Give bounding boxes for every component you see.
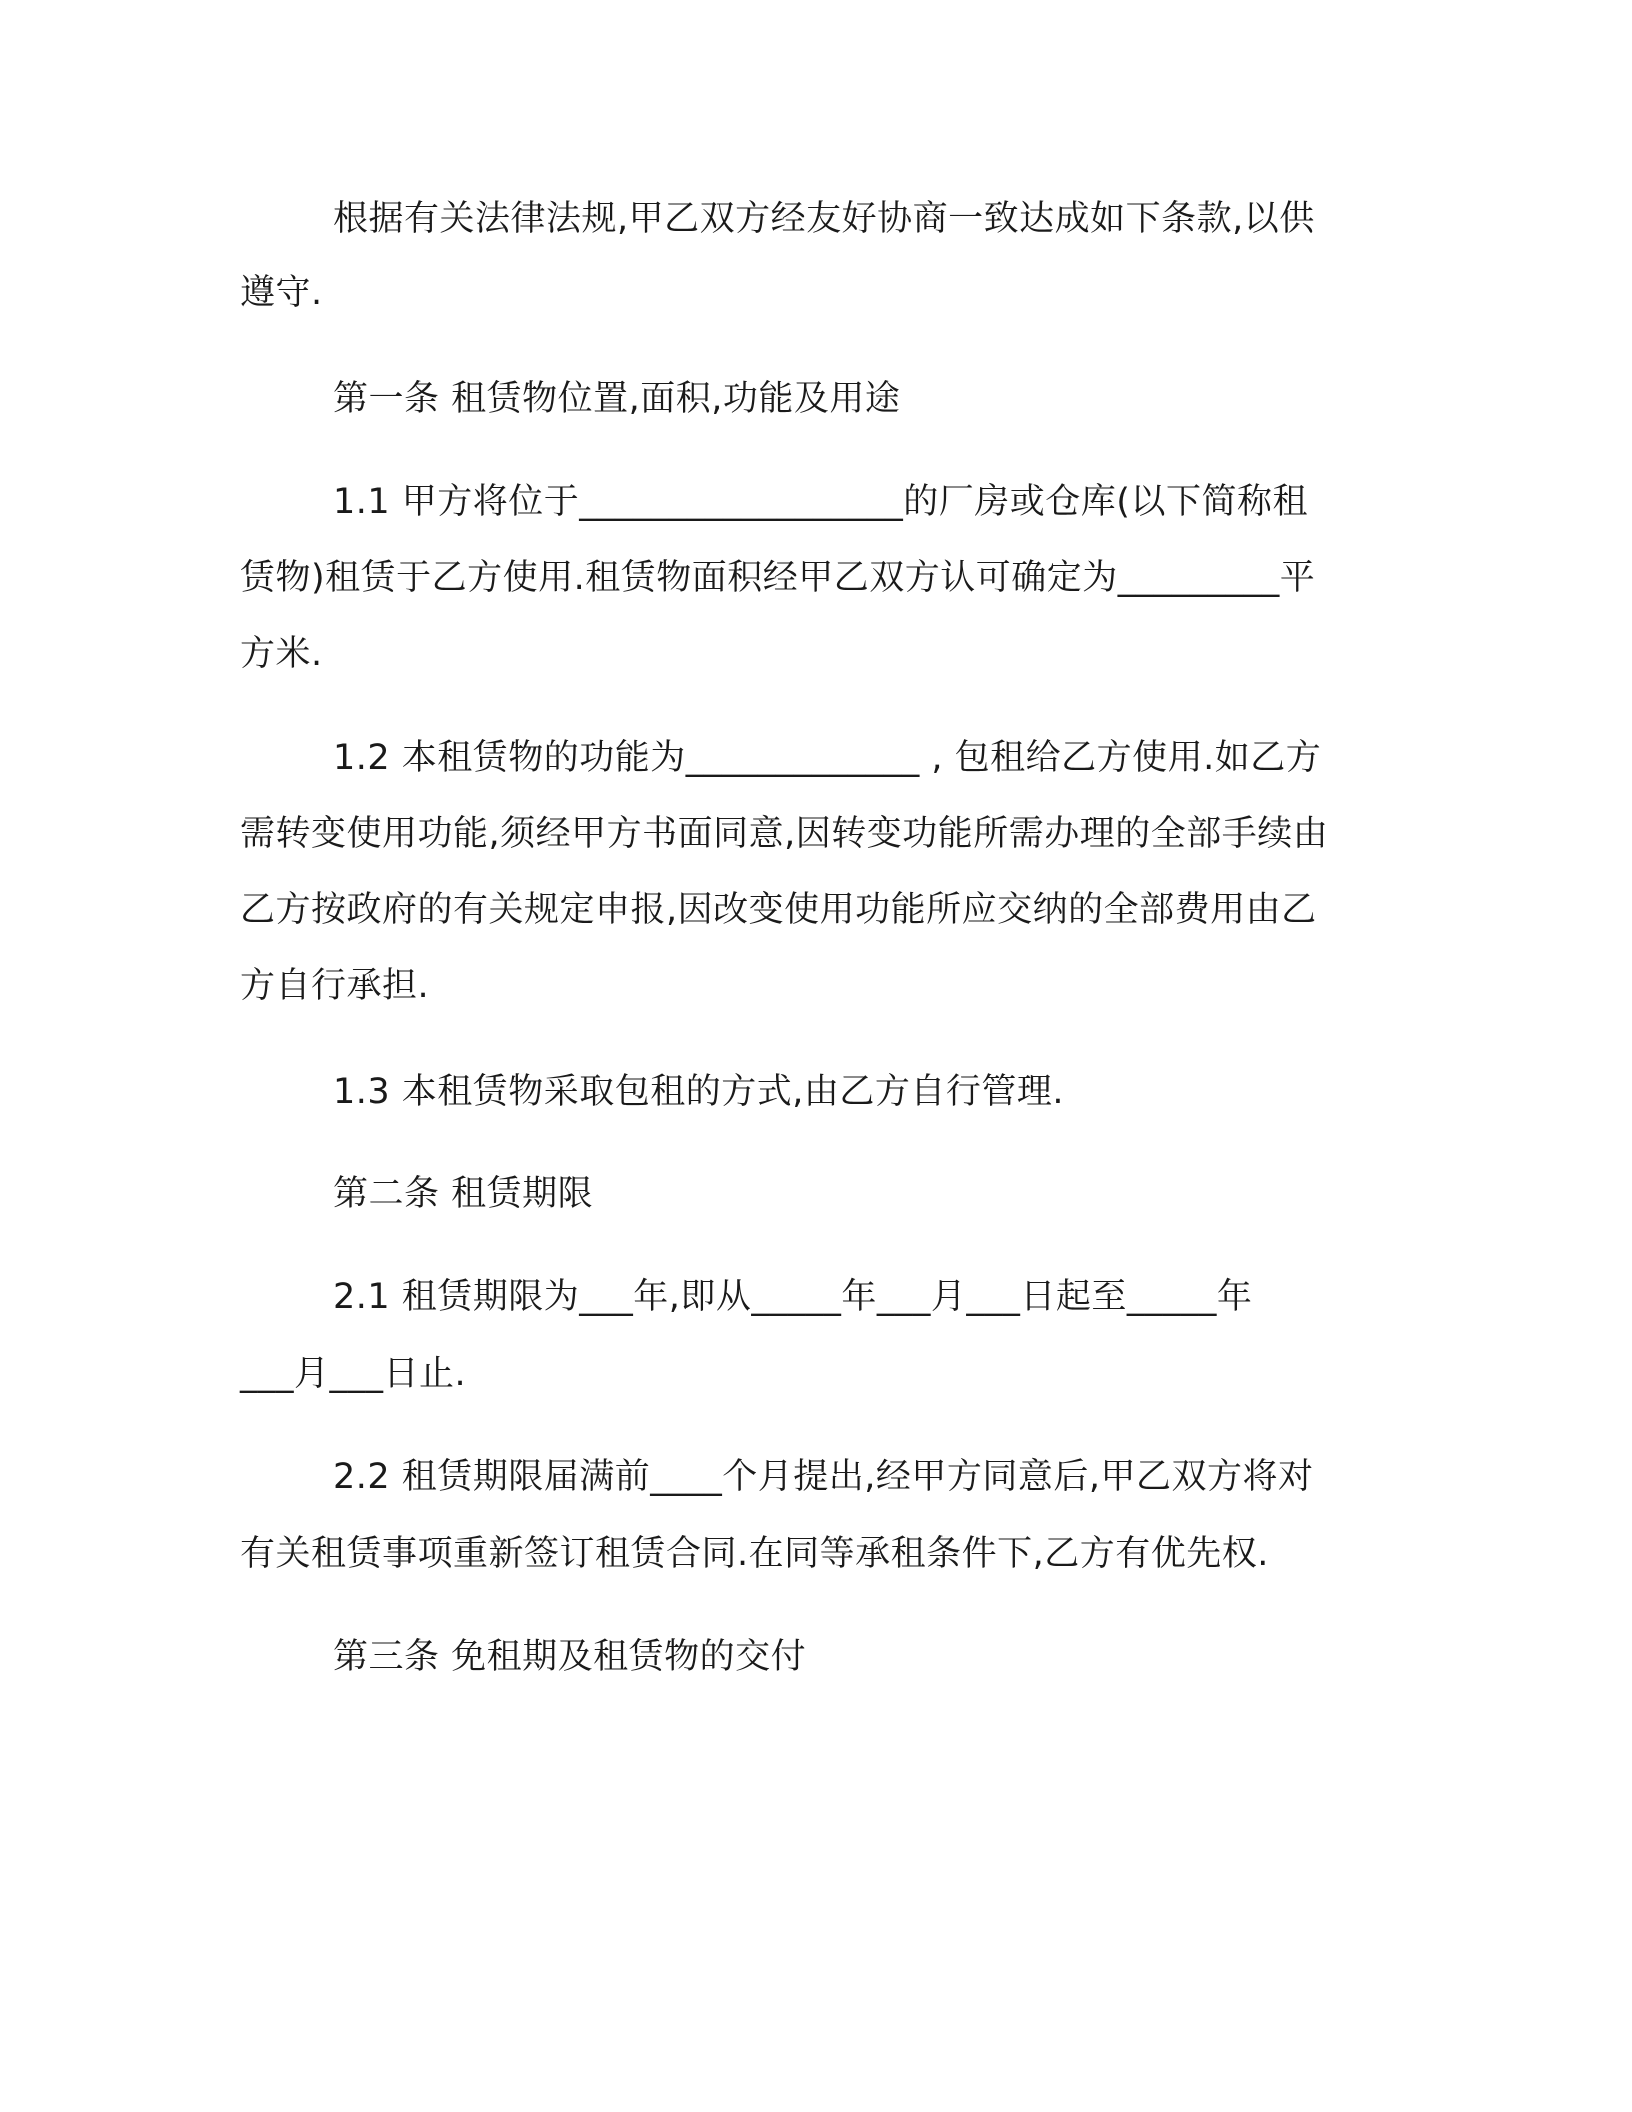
paragraph-intro-line-1: 根据有关法律法规,甲乙双方经友好协商一致达成如下条款,以供 — [333, 199, 1315, 239]
article-1-heading: 第一条 租赁物位置,面积,功能及用途 — [333, 379, 901, 419]
clause-1-2-line-3: 乙方按政府的有关规定申报,因改变使用功能所应交纳的全部费用由乙 — [240, 890, 1317, 930]
clause-2-2-line-1: 2.2 租赁期限届满前____个月提出,经甲方同意后,甲乙双方将对 — [333, 1457, 1314, 1497]
paragraph-intro-line-2: 遵守. — [240, 273, 323, 313]
clause-1-2-line-4: 方自行承担. — [240, 966, 430, 1006]
clause-2-1-line-2: ___月___日止. — [240, 1354, 467, 1394]
clause-1-1-line-1: 1.1 甲方将位于__________________的厂房或仓库(以下简称租 — [333, 482, 1308, 522]
clause-1-3-line-1: 1.3 本租赁物采取包租的方式,由乙方自行管理. — [333, 1072, 1065, 1112]
clause-1-2-line-2: 需转变使用功能,须经甲方书面同意,因转变功能所需办理的全部手续由 — [240, 814, 1329, 854]
clause-2-1-line-1: 2.1 租赁期限为___年,即从_____年___月___日起至_____年 — [333, 1277, 1253, 1317]
article-3-heading: 第三条 免租期及租赁物的交付 — [333, 1637, 807, 1677]
article-2-heading: 第二条 租赁期限 — [333, 1174, 594, 1214]
clause-2-2-line-2: 有关租赁事项重新签订租赁合同.在同等承租条件下,乙方有优先权. — [240, 1534, 1269, 1574]
clause-1-1-line-2: 赁物)租赁于乙方使用.租赁物面积经甲乙双方认可确定为_________平 — [240, 558, 1316, 598]
clause-1-1-line-3: 方米. — [240, 634, 323, 674]
clause-1-2-line-1: 1.2 本租赁物的功能为_____________ , 包租给乙方使用.如乙方 — [333, 738, 1322, 778]
